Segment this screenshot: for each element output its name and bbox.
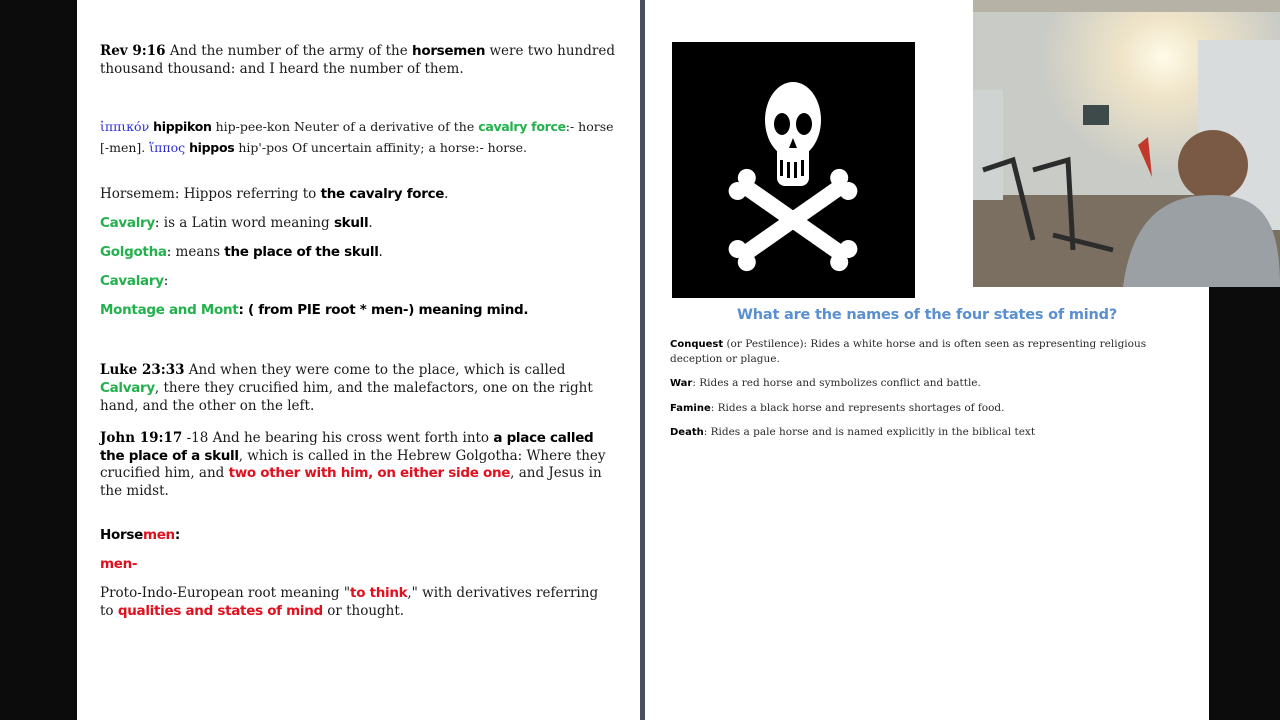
death-label: Death bbox=[670, 427, 704, 438]
qualities-states-of-mind: qualities and states of mind bbox=[117, 603, 323, 619]
men-root-line bbox=[100, 555, 615, 573]
death-text: : Rides a pale horse and is named explicitly in the biblical text bbox=[703, 426, 1036, 438]
golgotha-text: : means bbox=[166, 244, 225, 260]
to-think: to think bbox=[350, 585, 408, 601]
death-item bbox=[670, 425, 1180, 440]
greek-hippikon: ἱππικόν bbox=[100, 119, 150, 134]
men-part: men bbox=[142, 527, 175, 543]
hippos-word: hippos bbox=[189, 140, 235, 155]
war-item bbox=[670, 376, 1180, 391]
montage-label: Montage and Mont bbox=[100, 302, 239, 318]
skull-and-crossbones-image bbox=[672, 42, 915, 298]
luke-calvary: Calvary bbox=[100, 380, 155, 396]
golgotha-line: Golgotha: means the place of the skull. bbox=[100, 244, 383, 260]
john-text-1: -18 And he bearing his cross went forth into bbox=[182, 430, 494, 446]
cavalry-force-highlight: cavalry force bbox=[478, 119, 566, 134]
luke-text-1: And when they were come to the place, which is called bbox=[184, 362, 566, 378]
rev-text-2: were two hundred thousand thousand: and I heard the number of them. bbox=[100, 43, 615, 77]
hippikon-text: hip-pee-kon Neuter of a derivative of the bbox=[211, 119, 479, 134]
cavalry-line: Cavalry: is a Latin word meaning skull. bbox=[100, 215, 373, 231]
pie-text-2: ," with derivatives referring to bbox=[100, 585, 599, 619]
war-text: : Rides a red horse and symbolizes conflict and battle. bbox=[692, 377, 981, 389]
montage-line bbox=[100, 301, 615, 319]
golgotha-label: Golgotha bbox=[100, 244, 167, 260]
conquest-text: (or Pestilence): Rides a white horse and is often seen as representing religious deception or plague. bbox=[670, 338, 1147, 365]
hippos-text: hip'-pos Of uncertain affinity; a horse:- horse. bbox=[234, 140, 527, 155]
conquest-label: Conquest bbox=[670, 339, 724, 350]
john-place-of-skull: a place called the place of a skull bbox=[100, 430, 594, 464]
horsemen-colon: : bbox=[174, 527, 180, 543]
place-of-skull: the place of the skull bbox=[224, 244, 379, 260]
john-19-17-paragraph bbox=[100, 430, 615, 500]
webcam-overlay bbox=[973, 0, 1280, 287]
rev-text-1: And the number of the army of the bbox=[169, 43, 413, 59]
cavalry-label: Cavalry bbox=[100, 215, 155, 231]
rev-reference: Rev 9:16 bbox=[100, 43, 166, 59]
left-document-page bbox=[77, 0, 640, 720]
hippikon-word: hippikon bbox=[153, 119, 212, 134]
webcam-video-frame bbox=[973, 0, 1280, 287]
horsemem-text: Horsemem: Hippos referring to bbox=[100, 186, 321, 202]
pie-text-1: Proto-Indo-European root meaning " bbox=[100, 585, 351, 601]
strongs-paragraph bbox=[100, 116, 615, 158]
pie-text-3: or thought. bbox=[322, 603, 405, 619]
famine-text: : Rides a black horse and represents shortages of food. bbox=[710, 402, 1005, 414]
horse-part: Horse bbox=[100, 527, 143, 543]
famine-item bbox=[670, 401, 1180, 416]
skull-and-crossbones-icon bbox=[672, 42, 915, 298]
john-two-other: two other with him, on either side one bbox=[228, 465, 511, 481]
rev-horsemen: horsemen bbox=[412, 43, 486, 59]
hippikon-text-2: :- horse [-men]. bbox=[100, 119, 614, 155]
horsemem-line: Horsemem: Hippos referring to the cavalry force. bbox=[100, 186, 449, 202]
cavalary-label: Cavalary bbox=[100, 273, 164, 289]
john-text-3: , and Jesus in the midst. bbox=[100, 465, 602, 499]
greek-hippos: ἵππος bbox=[149, 140, 186, 155]
men-root: men- bbox=[100, 556, 138, 572]
montage-text: : ( from PIE root * men-) meaning mind. bbox=[238, 302, 529, 318]
john-text-2: , which is called in the Hebrew Golgotha: Where they crucified him, and bbox=[100, 447, 606, 481]
pie-paragraph bbox=[100, 584, 615, 620]
question-heading: What are the names of the four states of mind? bbox=[736, 307, 1118, 323]
conquest-item bbox=[670, 337, 1180, 367]
war-label: War bbox=[670, 378, 693, 389]
horsemen-heading bbox=[100, 526, 615, 544]
rev-9-16-paragraph bbox=[100, 42, 615, 78]
skull-word: skull bbox=[333, 215, 369, 231]
cavalary-line: Cavalary: bbox=[100, 273, 169, 289]
famine-label: Famine bbox=[670, 403, 711, 414]
luke-23-33-paragraph bbox=[100, 361, 615, 415]
the-cavalry-force: the cavalry force bbox=[320, 186, 445, 202]
john-reference: John 19:17 bbox=[100, 430, 183, 446]
luke-text-2: , there they crucified him, and the malefactors, one on the right hand, and the other on the left. bbox=[100, 380, 593, 414]
cavalry-text: : is a Latin word meaning bbox=[154, 215, 334, 231]
luke-reference: Luke 23:33 bbox=[100, 362, 185, 378]
